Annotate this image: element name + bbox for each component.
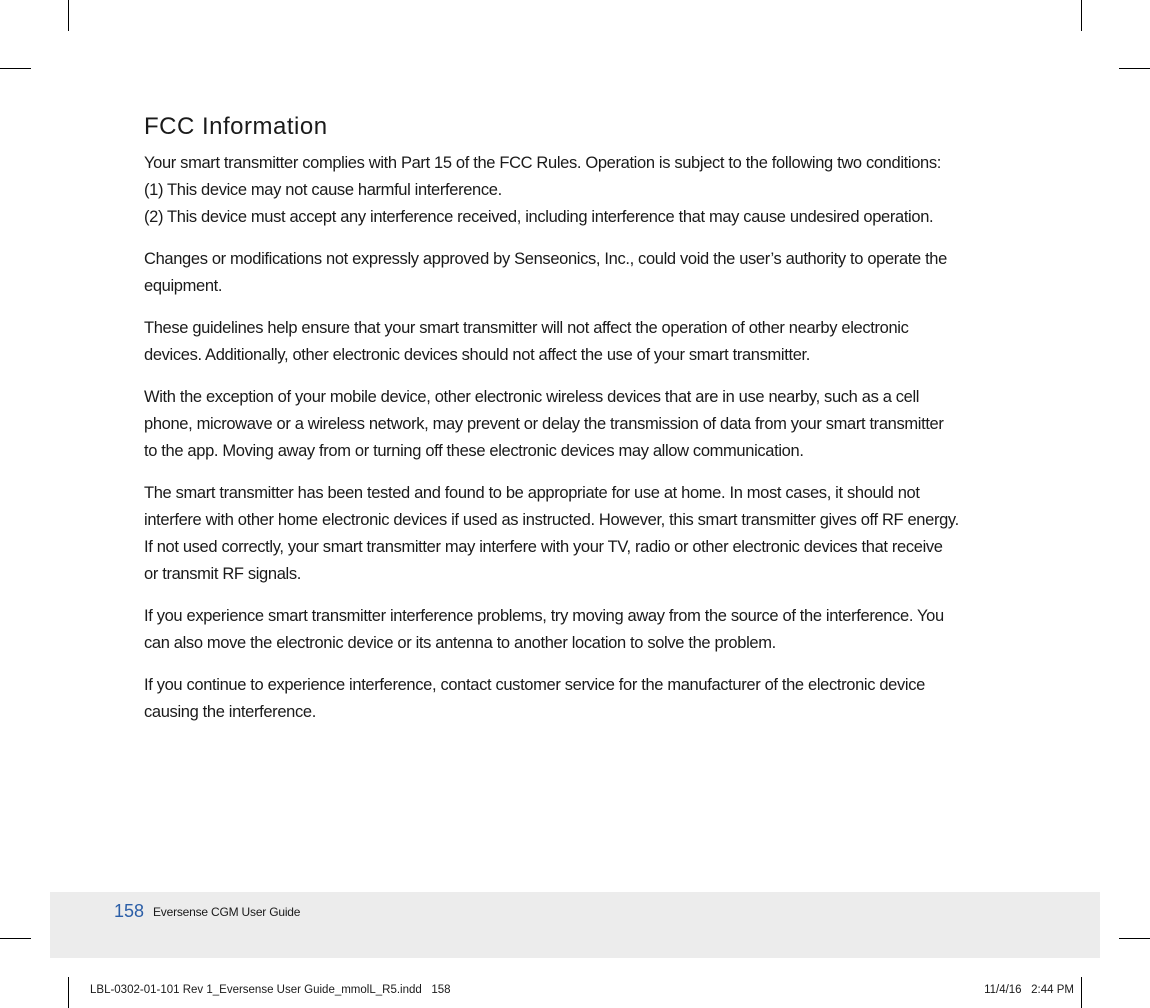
paragraph-line: causing the interference. [144, 703, 316, 721]
crop-mark-top-right-vertical [1081, 0, 1082, 31]
paragraph [144, 150, 1014, 231]
paragraph-line: (1) This device may not cause harmful interference. [144, 181, 502, 199]
paragraph-line: If you continue to experience interference, contact customer service for the manufacturer of the electronic device [144, 676, 925, 694]
crop-mark-top-right-horizontal [1119, 68, 1150, 69]
paragraph-line: Your smart transmitter complies with Part 15 of the FCC Rules. Operation is subject to the following two conditions: [144, 154, 941, 172]
crop-mark-bottom-left-vertical [68, 977, 69, 1008]
paragraph [144, 480, 1014, 588]
paragraph-line: These guidelines help ensure that your smart transmitter will not affect the operation of other nearby electronic [144, 319, 909, 337]
paragraph-line: devices. Additionally, other electronic devices should not affect the use of your smart transmitter. [144, 346, 811, 364]
paragraph-line: can also move the electronic device or its antenna to another location to solve the problem. [144, 634, 776, 652]
paragraph-line: phone, microwave or a wireless network, may prevent or delay the transmission of data from your smart transmitter [144, 415, 944, 433]
fcc-information-section [144, 112, 1014, 741]
paragraph-list [144, 150, 1014, 726]
page-number: 158 [114, 901, 145, 921]
paragraph-line: With the exception of your mobile device, other electronic wireless devices that are in use nearby, such as a cell [144, 388, 920, 406]
paragraph-line: or transmit RF signals. [144, 565, 301, 583]
crop-mark-top-left-horizontal [0, 68, 31, 69]
crop-mark-top-left-vertical [68, 0, 69, 31]
paragraph-line: If not used correctly, your smart transmitter may interfere with your TV, radio or other electronic devices that receive [144, 538, 943, 556]
paragraph [144, 603, 1014, 657]
crop-mark-bottom-right-horizontal [1119, 938, 1150, 939]
paragraph-line: (2) This device must accept any interference received, including interference that may cause undesired operation. [144, 208, 934, 226]
paragraph-line: to the app. Moving away from or turning off these electronic devices may allow communication. [144, 442, 804, 460]
slug-timestamp: 11/4/16 2:44 PM [984, 984, 1074, 996]
paragraph-line: interfere with other home electronic devices if used as instructed. However, this smart transmitter gives off RF energy. [144, 511, 959, 529]
paragraph [144, 384, 1014, 465]
paragraph-line: Changes or modifications not expressly approved by Senseonics, Inc., could void the user’s authority to operate the [144, 250, 947, 268]
section-title: FCC Information [144, 113, 328, 140]
footer-guide-title: Eversense CGM User Guide [153, 905, 301, 919]
paragraph [144, 672, 1014, 726]
paragraph [144, 315, 1014, 369]
paragraph [144, 246, 1014, 300]
paragraph-line: equipment. [144, 277, 223, 295]
paragraph-line: The smart transmitter has been tested and found to be appropriate for use at home. In most cases, it should not [144, 484, 920, 502]
footer-band [50, 892, 1100, 958]
crop-mark-bottom-left-horizontal [0, 938, 31, 939]
slug-file-info: LBL-0302-01-101 Rev 1_Eversense User Guide_mmolL_R5.indd 158 [90, 984, 451, 996]
crop-mark-bottom-right-vertical [1081, 977, 1082, 1008]
paragraph-line: If you experience smart transmitter interference problems, try moving away from the source of the interference. You [144, 607, 944, 625]
